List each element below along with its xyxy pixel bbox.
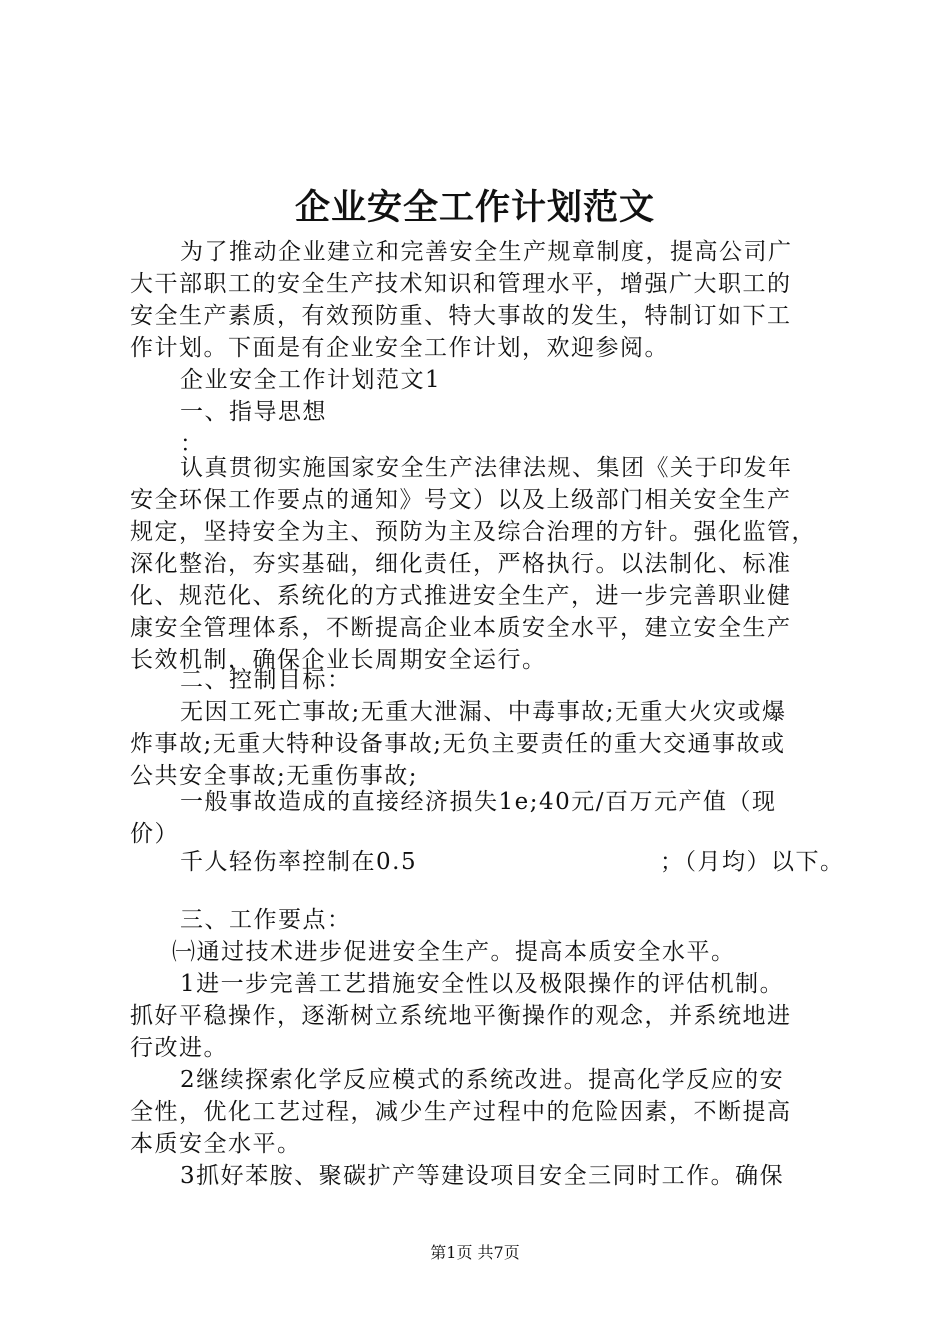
paragraph-line: 一般事故造成的直接经济损失1e;40元/百万元产值（现 xyxy=(180,789,777,815)
paragraph-line: 规定，坚持安全为主、预防为主及综合治理的方针。强化监管， xyxy=(130,519,816,545)
document-title: 企业安全工作计划范文 xyxy=(294,187,655,228)
paragraph-line: 安全环保工作要点的通知》号文）以及上级部门相关安全生产 xyxy=(130,487,792,513)
paragraph-line: 本质安全水平。 xyxy=(130,1131,302,1157)
paragraph-line: 行改进。 xyxy=(130,1035,228,1061)
paragraph-line: 抓好平稳操作，逐渐树立系统地平衡操作的观念，并系统地进 xyxy=(130,1003,792,1029)
section-heading: 三、工作要点： xyxy=(180,907,352,933)
paragraph-line: 为了推动企业建立和完善安全生产规章制度，提高公司广 xyxy=(180,239,793,265)
paragraph-line: 认真贯彻实施国家安全生产法律法规、集团《关于印发年 xyxy=(180,455,793,481)
paragraph-line: 长效机制，确保企业长周期安全运行。 xyxy=(130,647,547,673)
paragraph-line: 作计划。下面是有企业安全工作计划，欢迎参阅。 xyxy=(130,335,669,361)
paragraph-line: ；（月均）以下。 xyxy=(660,849,845,875)
section-heading: 一、指导思想 xyxy=(180,399,327,425)
paragraph-line: 化、规范化、系统化的方式推进安全生产，进一步完善职业健 xyxy=(130,583,792,609)
section-heading: 二、控制目标： xyxy=(180,667,352,693)
page-footer: 第1页 共7页 xyxy=(430,1243,520,1262)
paragraph-line: 大干部职工的安全生产技术知识和管理水平，增强广大职工的 xyxy=(130,271,792,297)
paragraph-line: 安全生产素质，有效预防重、特大事故的发生，特制订如下工 xyxy=(130,303,792,329)
paragraph-line: ㈠通过技术进步促进安全生产。提高本质安全水平。 xyxy=(172,939,736,965)
paragraph-line: 深化整治，夯实基础，细化责任，严格执行。以法制化、标准 xyxy=(130,551,792,577)
paragraph-line: 千人轻伤率控制在0.5 xyxy=(180,849,418,875)
paragraph-line: 1进一步完善工艺措施安全性以及极限操作的评估机制。 xyxy=(180,971,785,997)
paragraph-line: 无因工死亡事故;无重大泄漏、中毒事故;无重大火灾或爆 xyxy=(180,699,787,725)
paragraph-line: 2继续探索化学反应模式的系统改进。提高化学反应的安 xyxy=(180,1067,785,1093)
paragraph-line: 康安全管理体系，不断提高企业本质安全水平，建立安全生产 xyxy=(130,615,792,641)
paragraph-line: 价） xyxy=(130,821,179,847)
paragraph-line: 全性，优化工艺过程，减少生产过程中的危险因素，不断提高 xyxy=(130,1099,792,1125)
paragraph-line: 公共安全事故;无重伤事故; xyxy=(130,763,418,789)
section-heading: 企业安全工作计划范文1 xyxy=(180,367,442,393)
paragraph-line: 炸事故;无重大特种设备事故;无负主要责任的重大交通事故或 xyxy=(130,731,786,757)
paragraph-line: 3抓好苯胺、聚碳扩产等建设项目安全三同时工作。确保 xyxy=(180,1163,785,1189)
paragraph-line: ： xyxy=(180,431,205,457)
